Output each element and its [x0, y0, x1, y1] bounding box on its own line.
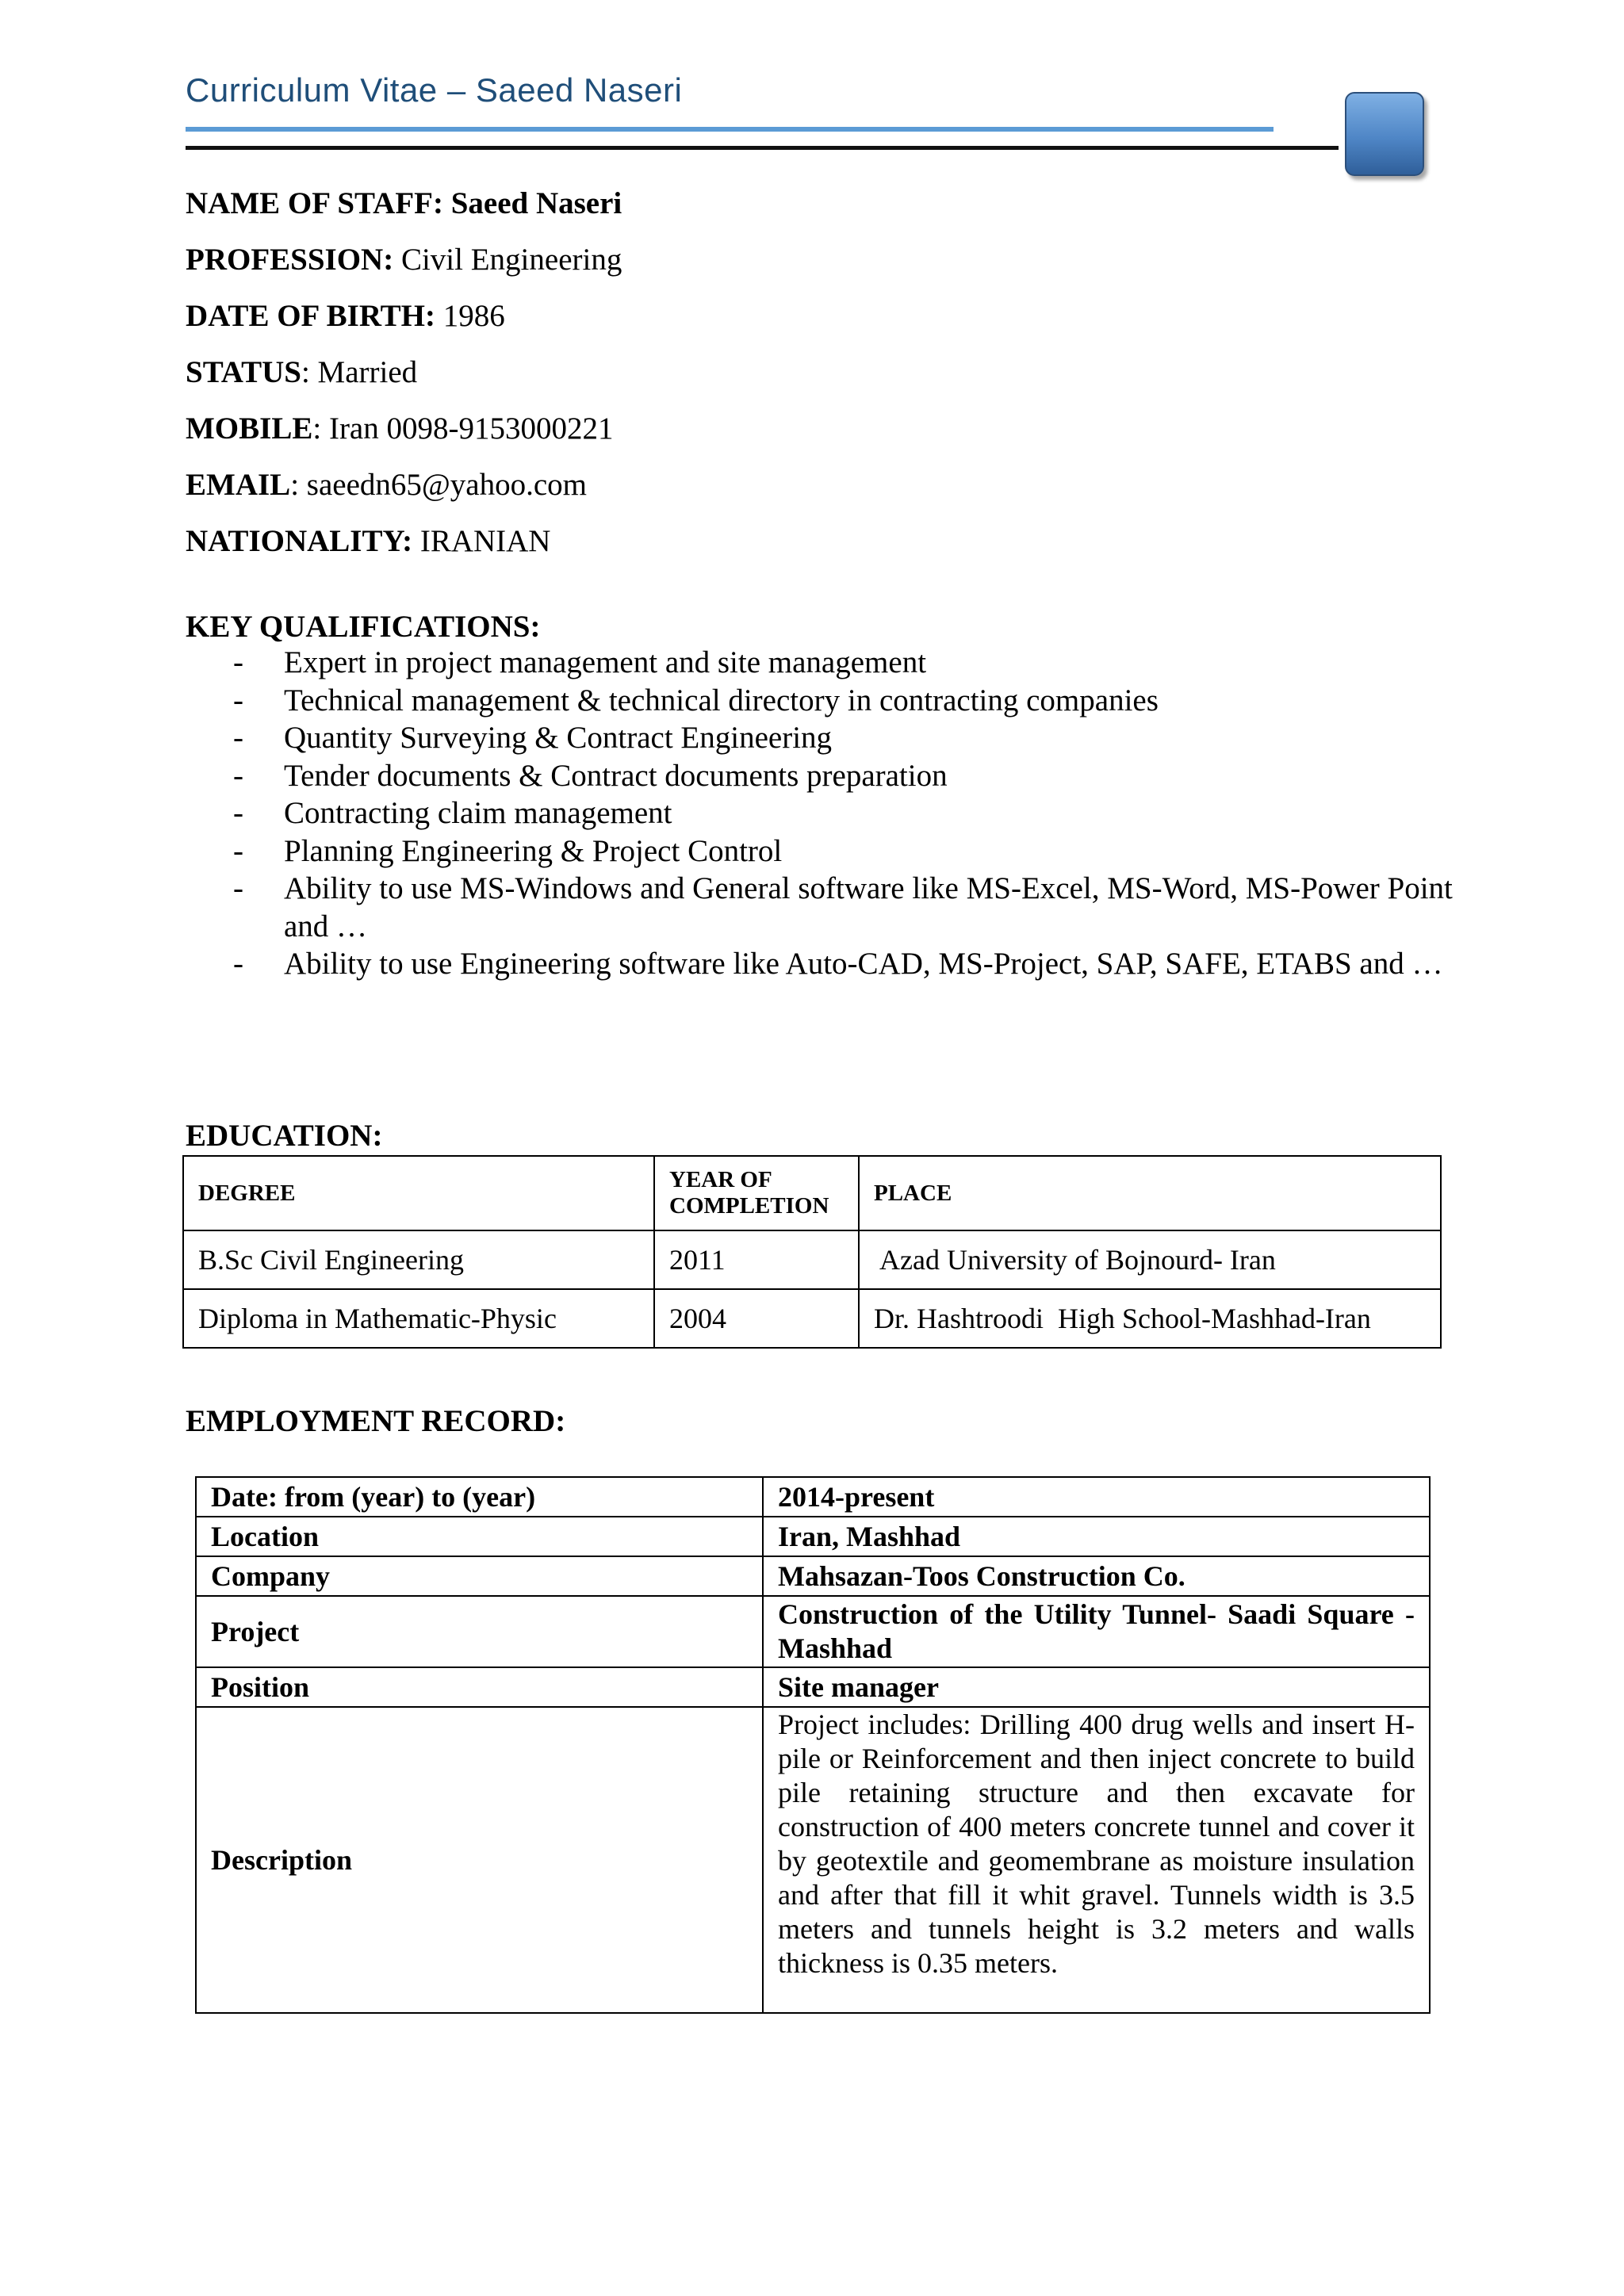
list-item: - Planning Engineering & Project Control	[233, 833, 783, 868]
list-item: - Ability to use Engineering software like Auto-CAD, MS-Project, SAP, SAFE, ETABS and …	[233, 947, 1443, 981]
field-nationality	[186, 523, 550, 560]
table-cell-value: Iran, Mashhad	[763, 1517, 1430, 1556]
table-row	[196, 1667, 1430, 1707]
table-row	[196, 1707, 1430, 2013]
table-cell-label: Description	[196, 1707, 763, 2013]
field-label: NATIONALITY:	[186, 524, 413, 558]
table-cell-value: Construction of the Utility Tunnel- Saadi Square - Mashhad	[763, 1596, 1430, 1667]
header-rule-blue	[186, 127, 1274, 132]
table-cell-label: Date: from (year) to (year)	[196, 1477, 763, 1517]
blue-badge-decoration	[1345, 92, 1424, 176]
table-cell-description: Project includes: Drilling 400 drug wells and insert H-pile or Reinforcement and then inject concrete to build pile retaining structure and then excavate for construction of 400 meters concrete tunnel and cover it by geotextile and geomembrane as moisture insulation and after that fill it whit gravel. Tunnels width is 3.5 meters and tunnels height is 3.2 meters and walls thickness is 0.35 meters.	[763, 1707, 1430, 2013]
field-label: PROFESSION:	[186, 243, 394, 277]
table-row	[196, 1477, 1430, 1517]
list-item: - Expert in project management and site management	[233, 645, 927, 679]
field-value: Saeed Naseri	[450, 186, 622, 220]
table-cell: Azad University of Bojnourd- Iran	[859, 1230, 1441, 1289]
table-header-row	[183, 1156, 1441, 1230]
table-row	[196, 1556, 1430, 1596]
table-cell-value: Mahsazan-Toos Construction Co.	[763, 1556, 1430, 1596]
table-cell-value: 2014-present	[763, 1477, 1430, 1517]
employment-heading: EMPLOYMENT RECORD:	[186, 1404, 566, 1438]
education-table	[182, 1155, 1442, 1349]
field-label: MOBILE	[186, 411, 313, 446]
table-cell: 2011	[654, 1230, 859, 1289]
field-value: Civil Engineering	[400, 243, 622, 277]
document-title: Curriculum Vitae – Saeed Naseri	[186, 71, 683, 109]
field-mobile	[186, 411, 613, 447]
table-row	[183, 1230, 1441, 1289]
column-header: YEAR OF COMPLETION	[654, 1156, 859, 1230]
table-cell: 2004	[654, 1289, 859, 1348]
key-qualifications-list	[186, 644, 1486, 983]
field-value: : saeedn65@yahoo.com	[290, 468, 588, 502]
field-value: : Iran 0098-9153000221	[312, 411, 614, 446]
key-qualifications-heading: KEY QUALIFICATIONS:	[186, 610, 541, 644]
field-label: EMAIL	[186, 468, 291, 502]
field-label: NAME OF STAFF:	[186, 186, 443, 220]
field-label: STATUS	[186, 355, 301, 389]
table-row	[196, 1596, 1430, 1667]
table-cell: Dr. Hashtroodi High School-Mashhad-Iran	[859, 1289, 1441, 1348]
field-value: : Married	[301, 355, 418, 389]
field-email	[186, 467, 587, 503]
field-name	[186, 186, 622, 222]
column-header: DEGREE	[183, 1156, 654, 1230]
field-label: DATE OF BIRTH:	[186, 299, 435, 333]
employment-table	[195, 1476, 1431, 2014]
field-date-of-birth	[186, 298, 505, 335]
table-row	[183, 1289, 1441, 1348]
list-item: - Ability to use MS-Windows and General software like MS-Excel, MS-Word, MS-Power Point and …	[233, 871, 1453, 943]
table-cell: B.Sc Civil Engineering	[183, 1230, 654, 1289]
table-row	[196, 1517, 1430, 1556]
field-profession	[186, 242, 622, 278]
table-cell-label: Position	[196, 1667, 763, 1707]
list-item: - Tender documents & Contract documents preparation	[233, 758, 948, 793]
education-heading: EDUCATION:	[186, 1119, 383, 1153]
table-cell-label: Location	[196, 1517, 763, 1556]
table-cell-value: Site manager	[763, 1667, 1430, 1707]
list-item: - Quantity Surveying & Contract Engineering	[233, 721, 833, 755]
list-item: - Technical management & technical directory in contracting companies	[233, 683, 1159, 718]
field-value: IRANIAN	[419, 524, 551, 558]
table-cell-label: Company	[196, 1556, 763, 1596]
field-status	[186, 354, 417, 391]
column-header: PLACE	[859, 1156, 1441, 1230]
list-item: - Contracting claim management	[233, 796, 672, 830]
table-cell: Diploma in Mathematic-Physic	[183, 1289, 654, 1348]
table-cell-label: Project	[196, 1596, 763, 1667]
field-value: 1986	[442, 299, 505, 333]
header-rule-black	[186, 146, 1339, 150]
